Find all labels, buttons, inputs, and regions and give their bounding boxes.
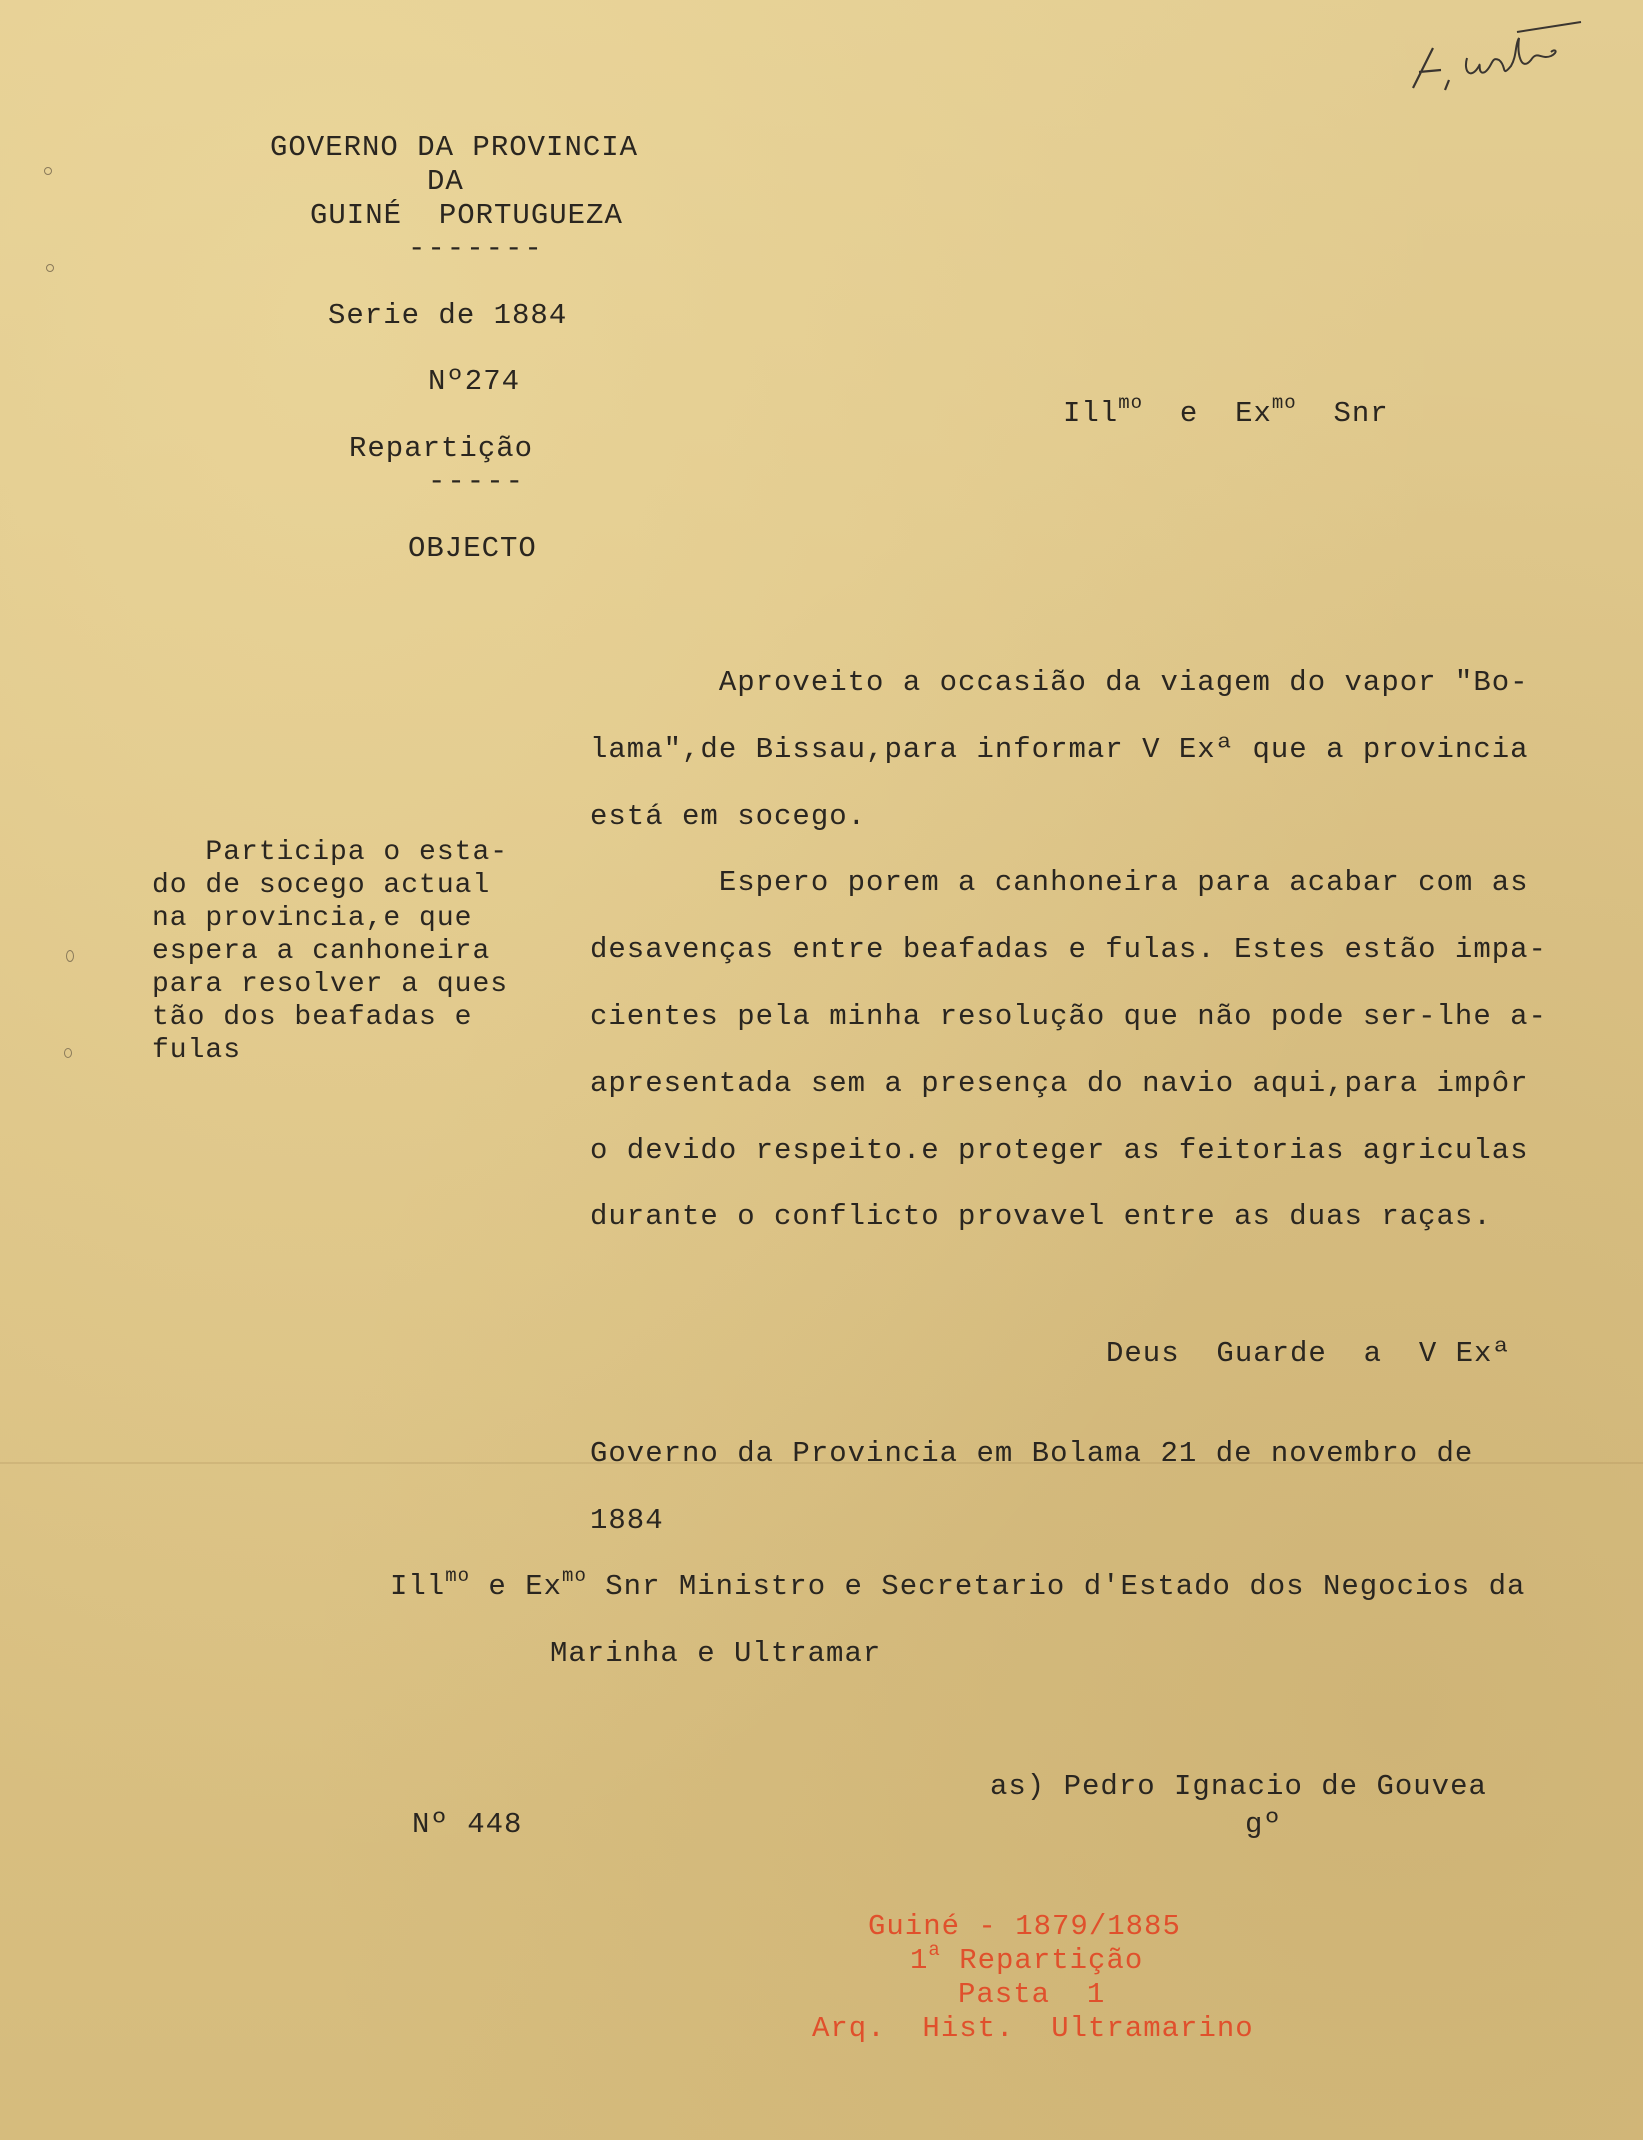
body-line: durante o conflicto provavel entre as duas raças. bbox=[590, 1200, 1492, 1233]
body-line: está em socego. bbox=[590, 800, 867, 833]
salutation-snr: Snr bbox=[1333, 397, 1389, 430]
closing-formula: Deus Guarde a V Exª bbox=[1106, 1337, 1511, 1370]
signature-name: as) Pedro Ignacio de Gouvea bbox=[990, 1770, 1487, 1803]
dateline-line: 1884 bbox=[590, 1504, 664, 1537]
punch-mark bbox=[66, 950, 74, 962]
margin-note-line: do de socego actual bbox=[152, 870, 491, 901]
recipient-title: Snr Ministro e Secretario d'Estado dos Negocios da bbox=[586, 1570, 1526, 1603]
document-series-number: Nº274 bbox=[428, 365, 521, 398]
margin-note-line: fulas bbox=[152, 1035, 242, 1066]
document-number: Nº 448 bbox=[412, 1808, 523, 1841]
salutation-ex: Ex bbox=[1235, 397, 1272, 430]
punch-mark bbox=[44, 167, 52, 175]
recipient-ex: e Ex bbox=[470, 1570, 563, 1603]
salutation-ill: Ill bbox=[1063, 397, 1119, 430]
margin-note-line: Participa o esta- bbox=[152, 837, 509, 868]
body-line: apresentada sem a presença do navio aqui,para impôr bbox=[590, 1067, 1529, 1100]
archive-stamp-line: 1$^a$ Repartição bbox=[910, 1939, 1144, 1977]
header-rule-2: ----- bbox=[428, 465, 526, 498]
margin-note bbox=[152, 836, 508, 1067]
signature-title: gº bbox=[1245, 1808, 1282, 1841]
recipient-line-2: Marinha e Ultramar bbox=[550, 1637, 882, 1670]
recipient-ill-sup: mo bbox=[445, 1565, 471, 1587]
margin-note-line: espera a canhoneira bbox=[152, 936, 491, 967]
margin-note-line: tão dos beafadas e bbox=[152, 1002, 473, 1033]
archive-stamp-line: Arq. Hist. Ultramarino bbox=[812, 2012, 1254, 2045]
dateline-line: Governo da Provincia em Bolama 21 de novembro de bbox=[590, 1437, 1474, 1470]
punch-mark bbox=[46, 264, 54, 272]
body-line: o devido respeito.e proteger as feitorias agriculas bbox=[590, 1134, 1529, 1167]
salutation-e: e bbox=[1179, 397, 1199, 430]
body-line: Aproveito a occasião da viagem do vapor "Bo- bbox=[590, 666, 1529, 699]
header-line-2: DA bbox=[427, 165, 464, 198]
salutation-ex-sup: mo bbox=[1271, 392, 1297, 414]
serie-label: Serie de 1884 bbox=[328, 299, 568, 332]
body-line: Espero porem a canhoneira para acabar com as bbox=[590, 866, 1529, 899]
archive-stamp-line: Pasta 1 bbox=[958, 1978, 1106, 2011]
body-line: lama",de Bissau,para informar V Exª que a provincia bbox=[590, 733, 1529, 766]
handwritten-mark bbox=[1405, 20, 1595, 100]
header-line-3: GUINÉ PORTUGUEZA bbox=[310, 199, 623, 232]
body-line: desavenças entre beafadas e fulas. Estes estão impa- bbox=[590, 933, 1547, 966]
header-line-1: GOVERNO DA PROVINCIA bbox=[270, 131, 639, 164]
objecto-label: OBJECTO bbox=[408, 532, 537, 565]
margin-note-line: na provincia,e que bbox=[152, 903, 473, 934]
recipient-line-1 bbox=[390, 1565, 1526, 1603]
salutation-ill-sup: mo bbox=[1118, 392, 1144, 414]
reparticao-label: Repartição bbox=[349, 432, 534, 465]
recipient-ill: Ill bbox=[390, 1570, 446, 1603]
margin-note-line: para resolver a ques bbox=[152, 969, 509, 1000]
body-line: cientes pela minha resolução que não pode ser-lhe a- bbox=[590, 1000, 1547, 1033]
recipient-ex-sup: mo bbox=[562, 1565, 587, 1587]
header-rule-1: ------- bbox=[408, 232, 544, 265]
punch-mark bbox=[64, 1048, 72, 1058]
salutation bbox=[1063, 392, 1389, 430]
archive-stamp-line: Guiné - 1879/1885 bbox=[868, 1910, 1181, 1943]
